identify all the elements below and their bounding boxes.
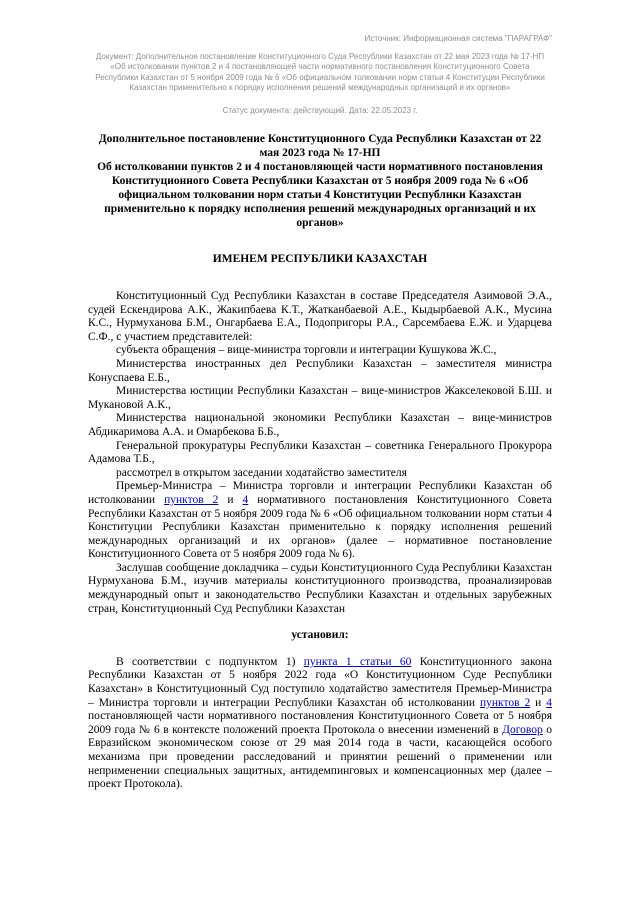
text-segment: Генеральной прокуратуры Республики Казахстан – советника Генерального Прокурора Адамова Т.Б., (88, 439, 552, 466)
document-title-line1: Дополнительное постановление Конституционного Суда Республики Казахстан от 22 мая 2023 года № 17-НП (98, 133, 542, 159)
document-link[interactable]: пунктов 2 (479, 696, 531, 709)
text-segment: и (530, 696, 547, 709)
text-segment: Конституционный Суд Республики Казахстан в составе Председателя Азимовой Э.А., судей Ескендирова А.К., Жакипбаева К.Т., Жатканбаевой А.Е., Кыдырбаевой А.К., Мусина К.С., Нурмуханова Б.М., Онгарбаева Е.А., Подопригоры Р.А., Сарсембаева Е.Ж. и Ударцева С.Ф., с участием представителей: (88, 290, 552, 343)
paragraph-subject-representative (88, 344, 552, 358)
meta-status: Статус документа: действующий. Дата: 22.05.2023 г. (222, 105, 418, 115)
paragraph-rapporteur-report (88, 562, 552, 616)
document-link[interactable]: пунктов 2 (164, 493, 219, 506)
paragraph-justice-ministry-representative (88, 385, 552, 412)
document-link[interactable]: 4 (546, 696, 553, 709)
text-segment: рассмотрел в открытом заседании ходатайство заместителя (116, 466, 407, 479)
document-link[interactable]: пункта 1 статьи 60 (303, 655, 412, 668)
document-title (88, 132, 552, 230)
meta-document-description: Документ: Дополнительное постановление Конституционного Суда Республики Казахстан от 22 мая 2023 года № 17-НП «Об истолковании пунктов 2 и 4 постановляющей части нормативного постановления Конституционного Совета Республики Казахстан от 5 ноября 2009 года № 6 «Об официальном толковании норм статьи 4 Конституции Республики Казахстан применительно к порядку исполнения решений международных организаций и их органов» (95, 51, 545, 92)
heading-in-the-name-of-republic: ИМЕНЕМ РЕСПУБЛИКИ КАЗАХСТАН (212, 253, 428, 265)
paragraph-mfa-representative (88, 358, 552, 385)
text-segment: постановляющей части нормативного постановления Конституционного Совета от 5 ноября 2009 года № 6 в контексте положений проекта Протокола о внесении изменений в (88, 710, 552, 736)
text-segment: Министерства иностранных дел Республики Казахстан – заместителя министра Конуспаева Е.Б., (88, 357, 552, 384)
text-segment: и (218, 493, 243, 506)
paragraph-economy-ministry-representative (88, 412, 552, 439)
paragraph-prosecutor-representative (88, 440, 552, 467)
document-link[interactable]: 4 (242, 493, 249, 506)
section-heading-ustanovil: установил: (291, 629, 349, 642)
text-segment: субъекта обращения – вице-министра торговли и интеграции Кушукова Ж.С., (116, 344, 497, 357)
document-body (88, 290, 552, 792)
document-link[interactable]: Договор (502, 723, 543, 736)
meta-source: Источник: Информационная система "ПАРАГРАФ" (364, 34, 552, 43)
text-segment: Премьер-Министра – Министра торговли и интеграции Республики Казахстан об истолковании (88, 480, 552, 506)
paragraph-court-composition (88, 290, 552, 344)
text-segment: Конституционного закона Республики Казахстан от 5 ноября 2022 года «О Конституционном Суде Республики Казахстан» в Конституционный Суд поступило ходатайство заместителя Премьер-Министра – Министра торговли и интеграции Республики Казахстан об истолковании (88, 655, 552, 709)
text-segment: нормативного постановления Конституционного Совета Республики Казахстан от 5 ноября 2009 года № 6 «Об официальном толковании норм статьи 4 Конституции Республики Казахстан применительно к порядку исполнения решений международных организаций и их органов» (далее – нормативное постановление Конституционного Совета от 5 ноября 2009 года № 6). (88, 493, 552, 561)
text-segment: о Евразийском экономическом союзе от 29 мая 2014 года в части, касающейся особого механизма при проведении расследований и принятии решений о применении или неприменении специальных защитных, антидемпинговых и компенсационных мер (далее – проект Протокола). (88, 723, 552, 791)
text-segment: Заслушав сообщение докладчика – судьи Конституционного Суда Республики Казахстан Нурмуханова Б.М., изучив материалы конституционного производства, проанализировав международный опыт и законодательство Республики Казахстан и отдельных зарубежных стран, Конституционный Суд Республики Казахстан (88, 561, 552, 615)
paragraph-considered-petition (88, 467, 552, 481)
document-title-line2: Об истолковании пунктов 2 и 4 постановляющей части нормативного постановления Конституционного Совета Республики Казахстан от 5 ноября 2009 года № 6 «Об официальном толковании норм статьи 4 Конституции Республики Казахстан применительно к порядку исполнения решений международных организаций и их органов» (97, 161, 543, 229)
text-segment: Министерства юстиции Республики Казахстан – вице-министров Жакселековой Б.Ш. и Мукановой А.К., (88, 385, 552, 411)
document-meta (88, 34, 552, 116)
paragraph-petition-details (88, 656, 552, 792)
text-segment: Министерства национальной экономики Республики Казахстан – вице-министров Абдикаримова А.А. и Омарбекова Б.Б., (88, 412, 552, 438)
text-segment: В соответствии с подпунктом 1) (116, 655, 304, 668)
paragraph-prime-minister-petition (88, 480, 552, 562)
